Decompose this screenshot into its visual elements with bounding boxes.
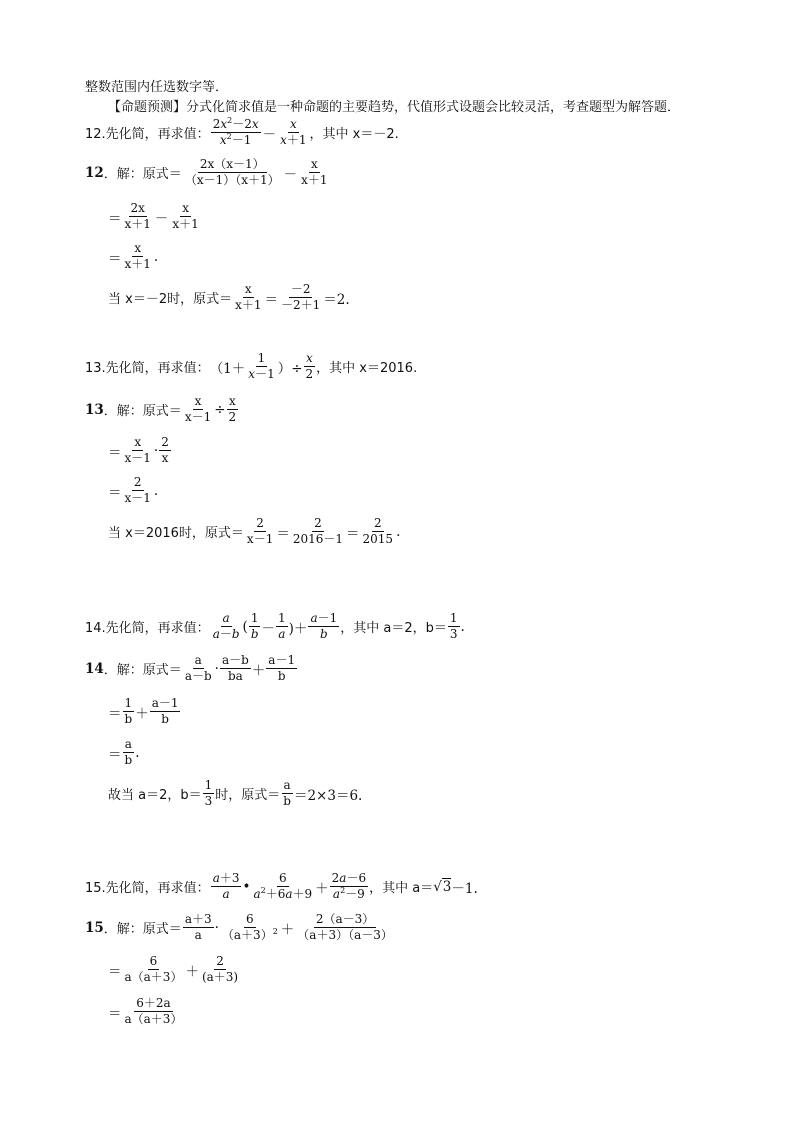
q14-solution-line-3: ＝ $\frac{a}{b}$ . [108, 737, 140, 768]
q13-solution-line-3: ＝ $\frac{2}{x-1}$ . [108, 475, 159, 506]
q14-conclusion: 故当 a＝2，b＝ $\frac{1}{3}$ 时，原式＝ $\frac{a}{b}$ ＝2×3＝6. [108, 778, 363, 809]
q14-solution-line-1: 14 ．解：原式＝ $\frac{a}{a-b}$ · $\frac{a-b}{ba}$ ＋ $\frac{a-1}{b}$ [85, 653, 296, 684]
q13-solution-line-1: 13 ．解：原式＝ $\frac{x}{x-1}$ ÷ $\frac{x}{2}$ [85, 394, 237, 425]
q15-solution-line-1: 15 ．解：原式＝ $\frac{a+3}{a}$ · $\frac{6}{(a+3)^2}$ ＋ $\frac{2(a-3)}{(a+3)(a-3)}$ [85, 912, 393, 943]
q15-solution-line-3: ＝ $\frac{6+2a}{a(a+3)}$ [108, 996, 183, 1027]
q13-solution-line-2: ＝ $\frac{x}{x-1}$ · $\frac{2}{x}$ [108, 435, 169, 466]
q13-prompt: 13.先化简，再求值： （1＋ $\frac{1}{x-1}$ ）÷ $\frac{x}{2}$ ，其中 x＝2016. [85, 351, 418, 382]
q12-prompt: 12.先化简，再求值： $\frac{2x^2-2x}{x^2-1}$ － $\frac{x}{x+1}$ ，其中 x＝－2. [85, 116, 399, 148]
q15-solution-line-2: ＝ $\frac{6}{a(a+3)}$ ＋ $\frac{2}{(a+3)}$ [108, 954, 239, 985]
q13-conclusion: 当 x＝2016时，原式＝ $\frac{2}{x-1}$ ＝ $\frac{2}{2016-1}$ ＝ $\frac{2}{2015}$ . [108, 516, 401, 547]
topic-tag: 【命题预测】 [108, 100, 187, 115]
q12-solution-line-1: 12 ．解：原式＝ $\frac{2x(x-1)}{(x-1)(x+1)}$ － $\frac{x}{x+1}$ [85, 157, 328, 188]
q12-conclusion: 当 x＝－2时，原式＝ $\frac{x}{x+1}$ ＝ $\frac{-2}{-2+1}$ ＝2. [108, 282, 350, 313]
q12-solution-line-2: ＝ $\frac{2x}{x+1}$ － $\frac{x}{x+1}$ [108, 201, 199, 232]
q15-prompt: 15.先化简，再求值： $\frac{a+3}{a}$ • $\frac{6}{a^2+6a+9}$ ＋ $\frac{2a-6}{a^2-9}$ ，其中 a＝ √ 3 －1. [85, 871, 478, 902]
q14-solution-line-2: ＝ $\frac{1}{b}$ ＋ $\frac{a-1}{b}$ [108, 696, 179, 727]
q12-solution-line-3: ＝ $\frac{x}{x+1}$ . [108, 241, 159, 272]
intro-line-1: 整数范围内任选数字等． [85, 80, 229, 95]
intro-line-2: 【命题预测】 分式化简求值是一种命题的主要趋势，代值形式设题会比较灵活，考查题型为解答题． [108, 96, 680, 115]
q14-prompt: 14.先化简，再求值： $\frac{a}{a-b}$ ( $\frac{1}{b}$ － $\frac{1}{a}$ )＋ $\frac{a-1}{b}$ ，其中 a＝2，b＝ $\frac{1}{3}$ . [85, 611, 465, 642]
